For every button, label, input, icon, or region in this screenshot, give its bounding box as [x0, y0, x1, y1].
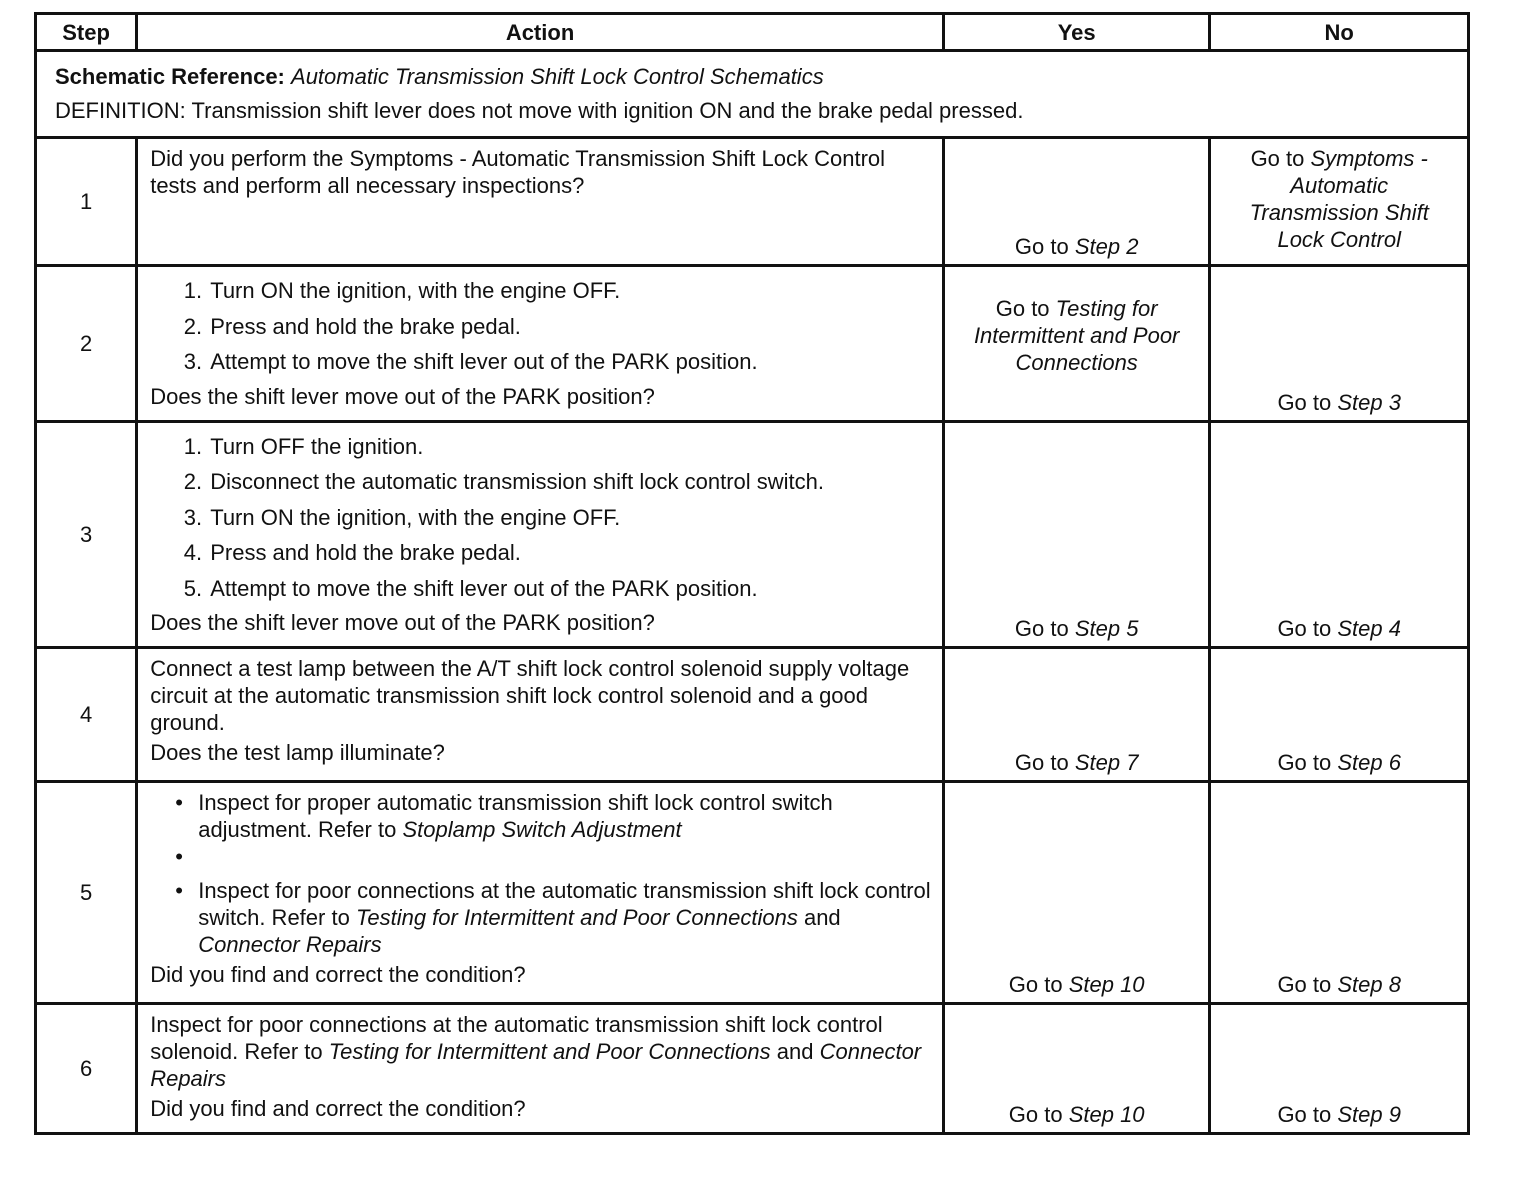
step-number: 2	[36, 266, 137, 422]
step-link[interactable]: Step 10	[1068, 1102, 1145, 1127]
bullet-list	[150, 789, 932, 958]
no-result: Go to Step 6	[1210, 648, 1469, 782]
header-action: Action	[137, 14, 944, 51]
table-row	[36, 138, 1469, 266]
list-item: • Inspect for poor connections at the automatic transmission shift lock control switch. Refer to Testing for Intermittent and Poor Connections and Connector Repairs	[198, 877, 932, 958]
step-question: Does the shift lever move out of the PARK position?	[150, 610, 655, 635]
step-link[interactable]: Step 4	[1337, 616, 1401, 641]
no-result: Go to Step 8	[1210, 782, 1469, 1004]
no-result: Go to Step 9	[1210, 1004, 1469, 1134]
no-result: Go to Step 4	[1210, 421, 1469, 648]
table-row	[36, 648, 1469, 782]
step-link[interactable]: Step 5	[1074, 616, 1139, 641]
symptoms-link[interactable]: Symptoms -	[1310, 146, 1428, 171]
yes-result: Go to Step 5	[943, 421, 1210, 648]
yes-result: Go to Step 7	[943, 648, 1210, 782]
step-action: Did you perform the Symptoms - Automatic Transmission Shift Lock Control tests and perform all necessary inspections?	[137, 138, 944, 266]
schematic-reference-link[interactable]: Automatic Transmission Shift Lock Control Schematics	[291, 64, 824, 89]
step-link[interactable]: Step 3	[1337, 389, 1401, 415]
reference-cell	[36, 51, 1469, 138]
header-yes: Yes	[943, 14, 1210, 51]
testing-link[interactable]: Testing for Intermittent and Poor Connections	[328, 1039, 771, 1064]
stoplamp-link[interactable]: Stoplamp Switch Adjustment	[402, 817, 682, 842]
step-number: 1	[36, 138, 137, 266]
step-link[interactable]: Step 2	[1074, 234, 1139, 259]
step-question: Does the test lamp illuminate?	[150, 740, 445, 765]
connector-repairs-link[interactable]: Connector Repairs	[198, 932, 382, 957]
connector-repairs-link[interactable]: Connector Repairs	[150, 1039, 922, 1091]
step-action	[137, 421, 944, 648]
yes-result: Go to Step 2	[943, 138, 1210, 266]
step-number: 4	[36, 648, 137, 782]
yes-result: Go to Testing for Intermittent and Poor Connections	[943, 266, 1210, 422]
step-list: 1. Turn ON the ignition, with the engine OFF. 2. Press and hold the brake pedal. 3. Attempt to move the shift lever out of the PARK position.	[150, 273, 932, 380]
table-row	[36, 266, 1469, 422]
step-number: 3	[36, 421, 137, 648]
step-question: Did you find and correct the condition?	[150, 962, 526, 987]
table-row	[36, 782, 1469, 1004]
step-action	[137, 782, 944, 1004]
yes-result: Go to Step 10	[943, 1004, 1210, 1134]
definition-text: DEFINITION: Transmission shift lever does not move with ignition ON and the brake pedal pressed.	[55, 98, 1024, 123]
header-step: Step	[36, 14, 137, 51]
no-result: Go to Symptoms - Automatic Transmission Shift Lock Control	[1210, 138, 1469, 266]
step-link[interactable]: Step 6	[1337, 750, 1401, 775]
list-item: • Inspect for proper automatic transmission shift lock control switch adjustment. Refer to Stoplamp Switch Adjustment	[198, 789, 932, 843]
reference-row	[36, 51, 1469, 138]
step-question: Does the shift lever move out of the PARK position?	[150, 383, 655, 409]
diagnostic-table	[34, 12, 1470, 1135]
testing-link[interactable]: Testing for Intermittent and Poor Connections	[355, 905, 798, 930]
table-row	[36, 421, 1469, 648]
step-link[interactable]: Step 7	[1074, 750, 1139, 775]
step-link[interactable]: Step 10	[1068, 972, 1145, 997]
step-action: Connect a test lamp between the A/T shift lock control solenoid supply voltage circuit at the automatic transmission shift lock control solenoid and a good ground. Does the test lamp illuminate?	[137, 648, 944, 782]
step-link[interactable]: Step 8	[1337, 972, 1401, 997]
step-question: Did you find and correct the condition?	[150, 1096, 526, 1121]
table-row	[36, 1004, 1469, 1134]
step-action: Inspect for poor connections at the automatic transmission shift lock control solenoid. Refer to Testing for Intermittent and Poor Connections and Connector Repairs Did you find and correct the condition?	[137, 1004, 944, 1134]
testing-link[interactable]: Testing for	[1055, 296, 1158, 321]
step-number: 6	[36, 1004, 137, 1134]
step-action	[137, 266, 944, 422]
step-list: 1. Turn OFF the ignition. 2. Disconnect the automatic transmission shift lock control switch. 3. Turn ON the ignition, with the engine OFF. 4. Press and hold the brake pedal. 5. Attempt to move the shift lever out of the PARK position.	[150, 429, 932, 607]
header-no: No	[1210, 14, 1469, 51]
no-result: Go to Step 3	[1210, 266, 1469, 422]
schematic-reference-label: Schematic Reference:	[55, 64, 285, 89]
yes-result: Go to Step 10	[943, 782, 1210, 1004]
step-link[interactable]: Step 9	[1337, 1102, 1401, 1127]
step-number: 5	[36, 782, 137, 1004]
header-row	[36, 14, 1469, 51]
